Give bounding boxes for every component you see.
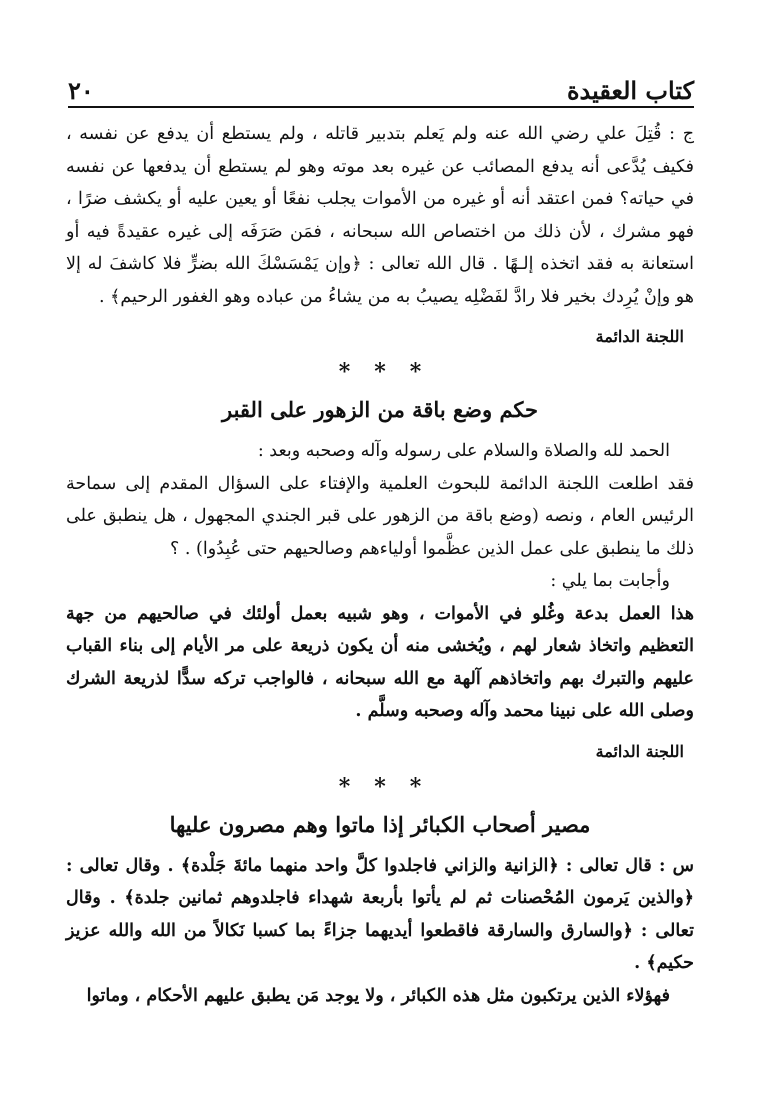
section-title: حكم وضع باقة من الزهور على القبر <box>222 397 538 422</box>
page-content <box>66 118 694 1012</box>
section-separator <box>66 357 694 387</box>
signature: اللجنة الدائمة <box>595 327 684 346</box>
signature: اللجنة الدائمة <box>595 741 684 761</box>
paragraph: وأجابت بما يلي : <box>550 571 670 591</box>
paragraph: فهؤلاء الذين يرتكبون مثل هذه الكبائر ، ولا يوجد مَن يطبق عليهم الأحكام ، وماتوا <box>86 985 670 1006</box>
fatwa-answer-paragraph: هذا العمل بدعة وغُلو في الأموات ، وهو شبيه بعمل أولئك في صالحيهم من جهة التعظيم واتخاذ شعار لهم ، ويُخشى منه أن يكون ذريعة على مر الأيام إلى بناء القباب عليهم والتبرك بهم واتخاذهم آلهة مع الله سبحانه ، فالواجب تركه سدًّا لذريعة الشرك وصلى الله على نبينا محمد وآله وصحبه وسلَّم . <box>66 603 694 721</box>
paragraph: فقد اطلعت اللجنة الدائمة للبحوث العلمية والإفتاء على السؤال المقدم إلى سماحة الرئيس العام ، ونصه (وضع باقة من الزهور على قبر الجندي المجهول ، هل ينطبق على ذلك ما ينطبق على عمل الذين عظَّموا أولياءهم وصالحيهم حتى عُبِدُوا) . ؟ <box>66 473 694 559</box>
book-title: كتاب العقيدة <box>566 76 694 105</box>
paragraph: الحمد لله والصلاة والسلام على رسوله وآله وصحبه وبعد : <box>257 441 670 461</box>
separator-star: * <box>409 773 422 800</box>
answer-paragraph: ج : قُتِلَ علي رضي الله عنه ولم يَعلم بتدبير قاتله ، ولم يستطع أن يدفع عن نفسه ، فكيف يُدَّعى أنه يدفع المصائب عن غيره بعد موته وهو لم يستطع أن يدفعها عن نفسه في حياته؟ فمن اعتقد أنه أو غيره من الأموات يجلب نفعًا أو يعين عليه أو يكشف ضرًا ، فهو مشرك ، لأن ذلك من اختصاص الله سبحانه ، فمَن صَرَفَه إلى غيره عقيدةً فيه أو استعانة به فقد اتخذه إلـهًا . قال الله تعالى : ﴿وإن يَمْسَسْكَ الله بضرٍّ فلا كاشفَ له إلا هو وإنْ يُرِدك بخير فلا رادَّ لفَضْلِه يصيبُ به من يشاءُ من عباده وهو الغفور الرحيم﴾ . <box>66 124 694 307</box>
page-header <box>68 72 694 108</box>
section-title: مصير أصحاب الكبائر إذا ماتوا وهم مصرون عليها <box>169 811 591 837</box>
separator-star: * <box>338 359 351 385</box>
separator-star: * <box>409 359 422 385</box>
question-paragraph: س : قال تعالى : ﴿الزانية والزاني فاجلدوا كلَّ واحد منهما مائةَ جَلْدة﴾ . وقال تعالى : ﴿والذين يَرمون المُحْصنات ثم لم يأتوا بأربعة شهداء فاجلدوهم ثمانين جلدة﴾ . وقال تعالى : ﴿والسارق والسارقة فاقطعوا أيديهما جزاءً بما كسبا نَكالاً من الله والله عزيز حكيم﴾ . <box>66 855 694 973</box>
separator-star: * <box>338 773 351 800</box>
page-number: ٢٠ <box>68 76 94 105</box>
section-separator <box>66 772 694 802</box>
separator-star: * <box>374 773 386 800</box>
separator-star: * <box>374 359 386 385</box>
